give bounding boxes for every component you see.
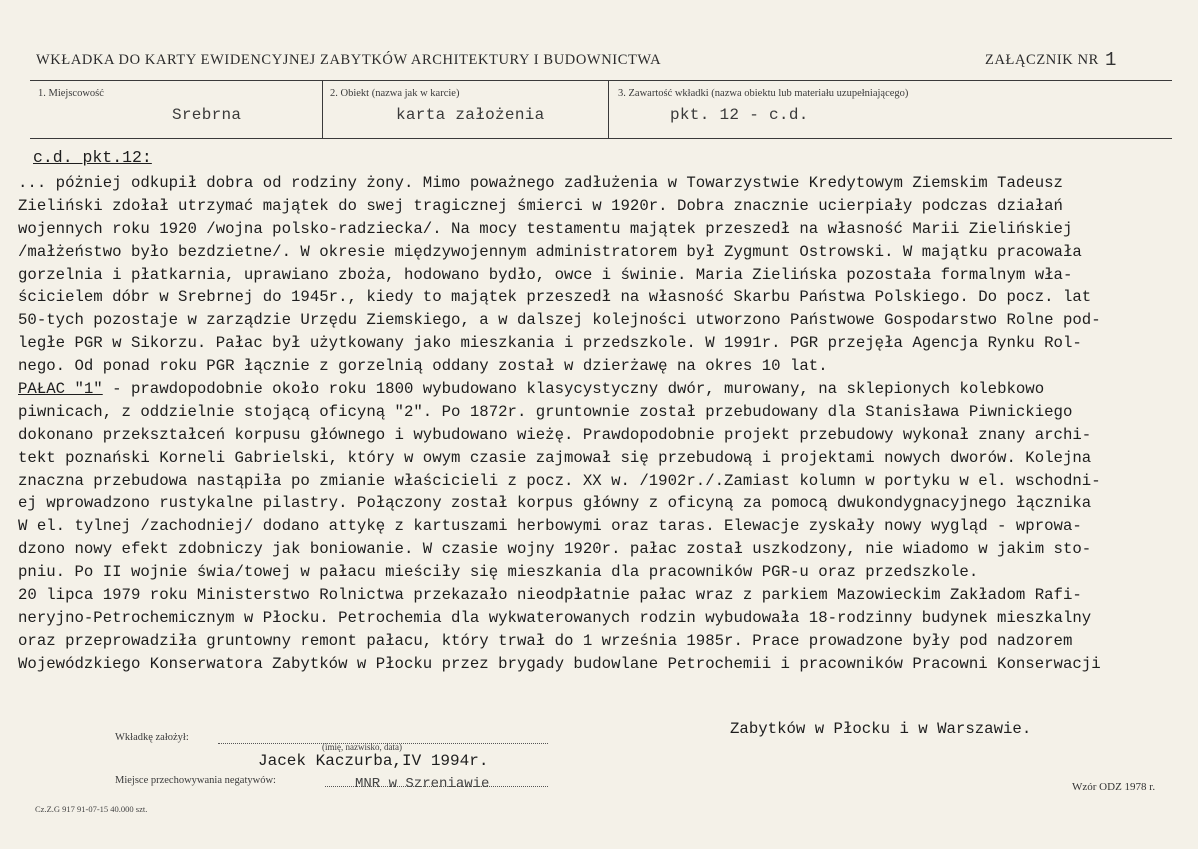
section-heading: c.d. pkt.12: <box>33 148 152 167</box>
body-line: 20 lipca 1979 roku Ministerstwo Rolnictwa przekazało nieodpłatnie pałac wraz z parkiem Mazowieckim Zakładom Rafi- <box>18 586 1082 605</box>
body-line: /małżeństwo było bezdzietne/. W okresie międzywojennym administratorem był Zygmunt Ostrowski. W majątku pracowała <box>18 242 1082 261</box>
compiled-by-value: Jacek Kaczurba,IV 1994r. <box>258 752 489 770</box>
negatives-value: MNR w Szreniawie <box>355 776 490 792</box>
body-text <box>18 172 1188 676</box>
negatives-label: Miejsce przechowywania negatywów: <box>115 775 276 786</box>
annex-label: ZAŁĄCZNIK NR <box>985 52 1099 68</box>
body-line: 50-tych pozostaje w zarządzie Urzędu Ziemskiego, a w dalszej kolejności utworzono Państwowe Gospodarstwo Rolne pod- <box>18 311 1101 330</box>
template-id: Wzór ODZ 1978 r. <box>1072 781 1156 793</box>
body-line: Wojewódzkiego Konserwatora Zabytków w Płocku przez brygady budowlane Petrochemii i pracowników Pracowni Konserwacji <box>18 654 1101 673</box>
body-last-line: Zabytków w Płocku i w Warszawie. <box>730 720 1032 738</box>
locality-label: 1. Miejscowość <box>38 88 104 99</box>
body-line: neryjno-Petrochemicznym w Płocku. Petrochemia dla wykwaterowanych rodzin wybudowała 18-rodzinny budynek mieszkalny <box>18 608 1092 627</box>
header-top-rule <box>30 80 1172 81</box>
body-line: Zieliński zdołał utrzymać majątek do swej tragicznej śmierci w 1920r. Dobra znacznie ucierpiały podczas działań <box>18 196 1063 215</box>
body-line: ... póżniej odkupił dobra od rodziny żony. Mimo poważnego zadłużenia w Towarzystwie Kredytowym Ziemskim Tadeusz <box>18 174 1063 192</box>
name-date-label: (imię, nazwisko, data) <box>322 742 402 752</box>
body-line: ej wprowadzono rustykalne pilastry. Połączony został korpus główny z oficyną za pomocą dwukondygnacyjnego łącznika <box>18 494 1092 513</box>
body-line: ległe PGR w Sikorzu. Pałac był użytkowany jako mieszkania i przedszkole. W 1991r. PGR przejęła Agencja Rynku Rol- <box>18 334 1082 353</box>
body-line: wojennych roku 1920 /wojna polsko-radziecka/. Na mocy testamentu majątek przeszedł na własność Marii Zielińskiej <box>18 219 1073 238</box>
field-divider-2 <box>608 80 609 138</box>
body-line: oraz przeprowadziła gruntowny remont pałacu, który trwał do 1 września 1985r. Prace prowadzone były pod nadzorem <box>18 631 1073 650</box>
palace-first-line-text: - prawdopodobnie około roku 1800 wybudowano klasycystyczny dwór, murowany, na sklepionych kolebkowo <box>102 380 1045 399</box>
body-line: dokonano przekształceń korpusu głównego i wybudowano wieżę. Prawdopodobnie projekt przebudowy wykonał znany archi- <box>18 425 1092 444</box>
body-line: ścicielem dóbr w Srebrnej do 1945r., kiedy to majątek przeszedł na własność Skarbu Państwa Polskiego. Do pocz. lat <box>18 288 1092 307</box>
annex-number: 1 <box>1105 49 1117 71</box>
compiled-by-label: Wkładkę założył: <box>115 732 189 743</box>
locality-value: Srebrna <box>172 106 242 124</box>
body-line: W el. tylnej /zachodniej/ dodano attykę z kartuszami herbowymi oraz taras. Elewacje zyskały nowy wygląd - wprowa- <box>18 517 1082 536</box>
form-title: WKŁADKA DO KARTY EWIDENCYJNEJ ZABYTKÓW ARCHITEKTURY I BUDOWNICTWA <box>36 52 662 68</box>
content-value: pkt. 12 - c.d. <box>670 106 809 124</box>
palace-first-line <box>18 378 1188 401</box>
content-label: 3. Zawartość wkładki (nazwa obiektu lub materiału uzupełniającego) <box>618 88 909 99</box>
body-line: nego. Od ponad roku PGR łącznie z gorzelnią oddany został w dzierżawę na okres 10 lat. <box>18 357 828 376</box>
palace-heading: PAŁAC "1" <box>18 380 103 399</box>
header-bottom-rule <box>30 138 1172 139</box>
field-divider-1 <box>322 80 323 138</box>
object-value: karta założenia <box>396 106 545 124</box>
body-line: gorzelnia i płatkarnia, uprawiano zboża, hodowano bydło, owce i świnie. Maria Zielińska pozostała formalnym wła- <box>18 265 1073 284</box>
body-line: tekt poznański Korneli Gabrielski, który w owym czasie zajmował się przebudową i projektami nowych dworów. Kolejna <box>18 448 1092 467</box>
body-line: dzono nowy efekt zdobniczy jak boniowanie. W czasie wojny 1920r. pałac został uszkodzony, nie wiadomo w jakim sto- <box>18 540 1092 559</box>
body-line: znaczna przebudowa nastąpiła po zmianie właścicieli z pocz. XX w. /1902r./.Zamiast kolumn w portyku w el. wschodni- <box>18 471 1101 490</box>
body-line: piwnicach, z oddzielnie stojącą oficyną "2". Po 1872r. gruntownie został przebudowany dla Stanisława Piwnickiego <box>18 402 1073 421</box>
object-label: 2. Obiekt (nazwa jak w karcie) <box>330 88 460 99</box>
body-line: pniu. Po II wojnie świa/towej w pałacu mieściły się mieszkania dla pracowników PGR-u oraz przedszkole. <box>18 563 979 582</box>
print-info: Cz.Z.G 917 91-07-15 40.000 szt. <box>35 804 148 814</box>
